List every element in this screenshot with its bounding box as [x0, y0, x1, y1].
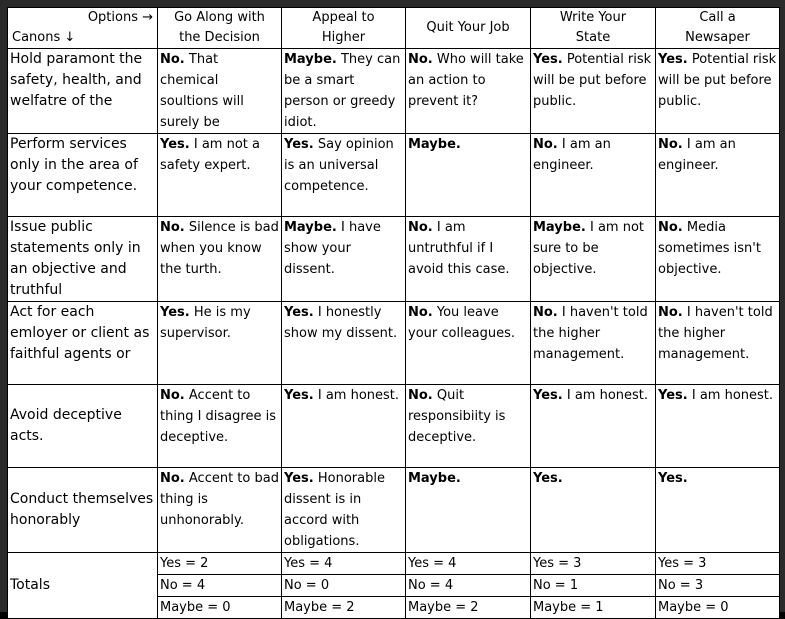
- total-no: No = 4: [158, 575, 281, 597]
- note: I honestly show my dissent.: [284, 305, 398, 341]
- verdict: Yes.: [160, 305, 190, 320]
- table-row: [8, 217, 780, 302]
- option-cell: [282, 217, 406, 302]
- verdict: Yes.: [658, 471, 688, 486]
- note: Potential risk will be put before public.: [533, 52, 652, 109]
- table-row: [8, 302, 780, 385]
- total-maybe: Maybe = 2: [408, 600, 479, 615]
- option-header-quit: [406, 8, 531, 49]
- note: Silence is bad when you know the turth.: [160, 220, 279, 277]
- option-header-line1: Call a: [699, 10, 736, 25]
- option-cell: [158, 49, 282, 134]
- option-header-line1: Quit Your Job: [426, 20, 510, 35]
- total-yes: Yes = 3: [656, 553, 779, 575]
- option-header-line2: State: [575, 30, 611, 45]
- note: That chemical soultions will surely be: [160, 52, 244, 130]
- totals-cell: [282, 553, 406, 619]
- option-cell: [531, 134, 656, 217]
- verdict: No.: [160, 52, 185, 67]
- total-no: No = 4: [406, 575, 530, 597]
- option-cell: [406, 217, 531, 302]
- verdict: No.: [533, 305, 558, 320]
- option-header-go-along: [158, 8, 282, 49]
- verdict: Yes.: [284, 305, 314, 320]
- total-maybe: Maybe = 0: [658, 600, 729, 615]
- verdict: Yes.: [284, 471, 314, 486]
- verdict: Maybe.: [284, 220, 337, 235]
- total-maybe: Maybe = 2: [284, 600, 355, 615]
- note: Who will take an action to prevent it?: [408, 52, 524, 109]
- note: Quit responsibiity is deceptive.: [408, 388, 506, 445]
- note: I am honest.: [562, 388, 649, 403]
- canon-cell: Perform services only in the area of your competence.: [8, 134, 158, 217]
- verdict: Yes.: [533, 388, 563, 403]
- option-header-line1: Go Along with: [174, 10, 265, 25]
- option-cell: [531, 217, 656, 302]
- totals-cell: [531, 553, 656, 619]
- note: I am not a safety expert.: [160, 137, 260, 173]
- note: I am honest.: [313, 388, 400, 403]
- total-no: No = 3: [656, 575, 779, 597]
- verdict: No.: [408, 388, 433, 403]
- option-header-line2: Higher: [321, 30, 366, 45]
- verdict: No.: [533, 137, 558, 152]
- option-cell: [406, 468, 531, 553]
- note: You leave your colleagues.: [408, 305, 516, 341]
- note: Accent to thing I disagree is deceptive.: [160, 388, 276, 445]
- option-header-call-newspaper: [656, 8, 780, 49]
- note: I have show your dissent.: [284, 220, 381, 277]
- verdict: Yes.: [533, 471, 563, 486]
- verdict: Yes.: [160, 137, 190, 152]
- totals-cell: [656, 553, 780, 619]
- canon-cell: Conduct themselves honorably: [8, 468, 158, 553]
- verdict: No.: [658, 305, 683, 320]
- option-cell: [656, 217, 780, 302]
- option-cell: [531, 385, 656, 468]
- verdict: Yes.: [658, 388, 688, 403]
- option-cell: [531, 302, 656, 385]
- verdict: No.: [160, 388, 185, 403]
- note: I haven't told the higher management.: [658, 305, 773, 362]
- note: I am untruthful if I avoid this case.: [408, 220, 510, 277]
- total-yes: Yes = 3: [531, 553, 655, 575]
- verdict: No.: [408, 220, 433, 235]
- option-cell: [656, 134, 780, 217]
- totals-label: Totals: [8, 553, 158, 619]
- option-cell: [406, 302, 531, 385]
- verdict: Yes.: [658, 52, 688, 67]
- verdict: Yes.: [284, 137, 314, 152]
- canon-cell: Act for each emloyer or client as faithful agents or: [8, 302, 158, 385]
- canon-cell: Issue public statements only in an objective and truthful: [8, 217, 158, 302]
- option-cell: [406, 134, 531, 217]
- verdict: Yes.: [284, 388, 314, 403]
- table-row: [8, 385, 780, 468]
- note: Accent to bad thing is unhonorably.: [160, 471, 279, 528]
- total-yes: Yes = 4: [406, 553, 530, 575]
- corner-header-cell: [8, 8, 158, 49]
- option-cell: [158, 302, 282, 385]
- option-header-line2: Newsaper: [685, 30, 750, 45]
- option-cell: [406, 385, 531, 468]
- verdict: No.: [408, 52, 433, 67]
- option-cell: [158, 217, 282, 302]
- canon-cell: Hold paramont the safety, health, and welfatre of the: [8, 49, 158, 134]
- verdict: No.: [160, 471, 185, 486]
- table-row: [8, 134, 780, 217]
- option-cell: [158, 385, 282, 468]
- total-maybe: Maybe = 1: [533, 600, 604, 615]
- note: I am an engineer.: [658, 137, 736, 173]
- option-header-appeal: [282, 8, 406, 49]
- note: They can be a smart person or greedy idiot.: [284, 52, 401, 130]
- option-header-write-state: [531, 8, 656, 49]
- total-yes: Yes = 4: [282, 553, 405, 575]
- verdict: No.: [408, 305, 433, 320]
- option-header-line1: Write Your: [559, 10, 627, 25]
- option-cell: [282, 49, 406, 134]
- corner-options-label: Options →: [87, 10, 153, 25]
- verdict: Maybe.: [284, 52, 337, 67]
- option-cell: [531, 468, 656, 553]
- option-cell: [282, 134, 406, 217]
- totals-cell: [158, 553, 282, 619]
- option-cell: [656, 49, 780, 134]
- table-row: [8, 468, 780, 553]
- table-row: [8, 49, 780, 134]
- total-no: No = 0: [282, 575, 405, 597]
- total-no: No = 1: [531, 575, 655, 597]
- verdict: Yes.: [533, 52, 563, 67]
- totals-row: [8, 553, 780, 619]
- note: I am not sure to be objective.: [533, 220, 645, 277]
- option-header-line2: the Decision: [179, 30, 260, 45]
- canon-cell: Avoid deceptive acts.: [8, 385, 158, 468]
- option-cell: [282, 302, 406, 385]
- option-cell: [158, 468, 282, 553]
- note: He is my supervisor.: [160, 305, 251, 341]
- note: Potential risk will be put before public.: [658, 52, 777, 109]
- verdict: No.: [160, 220, 185, 235]
- note: I am honest.: [687, 388, 774, 403]
- verdict: Maybe.: [533, 220, 586, 235]
- note: Say opinion is an universal competence.: [284, 137, 394, 194]
- ethics-decision-matrix: [7, 7, 780, 619]
- note: Media sometimes isn't objective.: [658, 220, 761, 277]
- verdict: Maybe.: [408, 471, 461, 486]
- header-row: [8, 8, 780, 49]
- total-maybe: Maybe = 0: [160, 600, 231, 615]
- totals-cell: [406, 553, 531, 619]
- corner-canons-label: Canons ↓: [12, 30, 76, 45]
- option-header-line1: Appeal to: [312, 10, 375, 25]
- option-cell: [656, 302, 780, 385]
- note: I am an engineer.: [533, 137, 611, 173]
- verdict: Maybe.: [408, 137, 461, 152]
- option-cell: [158, 134, 282, 217]
- note: Honorable dissent is in accord with obligations.: [284, 471, 385, 549]
- note: I haven't told the higher management.: [533, 305, 648, 362]
- option-cell: [282, 385, 406, 468]
- option-cell: [282, 468, 406, 553]
- verdict: No.: [658, 137, 683, 152]
- option-cell: [656, 468, 780, 553]
- total-yes: Yes = 2: [158, 553, 281, 575]
- verdict: No.: [658, 220, 683, 235]
- option-cell: [656, 385, 780, 468]
- option-cell: [531, 49, 656, 134]
- option-cell: [406, 49, 531, 134]
